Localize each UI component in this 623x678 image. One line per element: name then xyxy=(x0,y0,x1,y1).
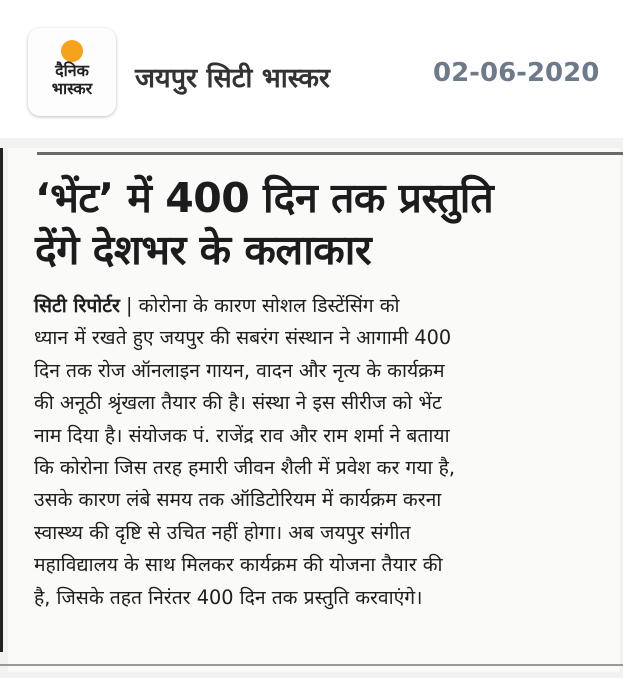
left-rule xyxy=(0,148,3,652)
article-body xyxy=(34,290,594,614)
body-line: की अनूठी श्रृंखला तैयार की है। संस्था ने इस सीरीज को भेंट xyxy=(34,391,442,415)
headline-line: देंगे देशभर के कलाकार xyxy=(35,226,372,274)
body-line: नाम दिया है। संयोजक पं. राजेंद्र राव और राम शर्मा ने बताया xyxy=(34,423,450,447)
body-line: महाविद्यालय के साथ मिलकर कार्यक्रम की योजना तैयार की xyxy=(34,553,443,577)
body-line: कि कोरोना जिस तरह हमारी जीवन शैली में प्रवेश कर गया है, xyxy=(34,456,456,480)
byline-separator: | xyxy=(119,294,139,317)
top-rule xyxy=(37,152,623,155)
article-headline xyxy=(35,172,615,276)
edition-title: जयपुर सिटी भास्कर xyxy=(135,63,330,94)
edition-date: 02-06-2020 xyxy=(433,58,600,88)
bottom-rule xyxy=(0,664,623,666)
body-line: ध्यान में रखते हुए जयपुर की सबरंग संस्थान ने आगामी 400 xyxy=(34,326,452,350)
dainik-bhaskar-logo[interactable] xyxy=(28,28,116,116)
app-header xyxy=(0,0,623,138)
body-line: है, जिसके तहत निरंतर 400 दिन तक प्रस्तुति करवाएंगे। xyxy=(34,585,423,609)
body-text: कोरोना के कारण सोशल डिस्टेंसिंग को xyxy=(138,294,400,317)
byline: सिटी रिपोर्टर xyxy=(34,294,120,317)
body-line-first xyxy=(34,290,594,322)
body-line: दिन तक रोज ऑनलाइन गायन, वादन और नृत्य के कार्यक्रम xyxy=(34,358,445,382)
logo-text-line1: दैनिक xyxy=(55,61,89,80)
body-line: स्वास्थ्य की दृष्टि से उचित नहीं होगा। अब जयपुर संगीत xyxy=(34,520,411,544)
logo-text-line2: भास्कर xyxy=(51,79,93,98)
body-line: उसके कारण लंबे समय तक ऑडिटोरियम में कार्यक्रम करना xyxy=(34,488,442,512)
headline-line: ‘भेंट’ में 400 दिन तक प्रस्तुति xyxy=(35,174,494,222)
sun-icon xyxy=(61,40,83,62)
